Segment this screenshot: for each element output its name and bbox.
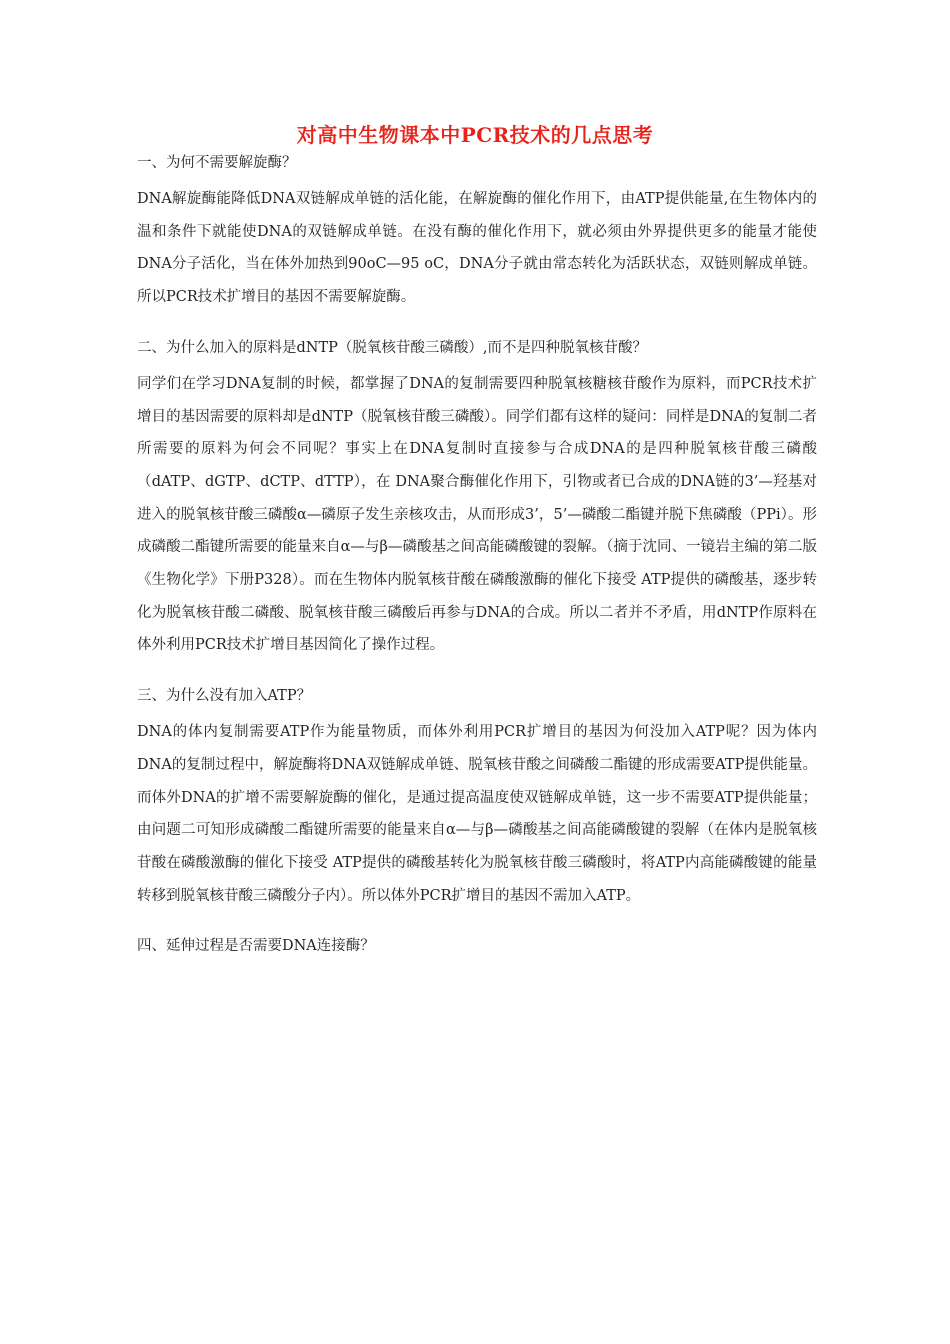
section-2 [137, 336, 817, 662]
section-paragraph: DNA解旋酶能降低DNA双链解成单链的活化能，在解旋酶的催化作用下，由ATP提供能量,在生物体内的温和条件下就能使DNA的双链解成单链。在没有酶的催化作用下，就必须由外界提供更多的能量才能使DNA分子活化，当在体外加热到90oC—95 oC，DNA分子就由常态转化为活跃状态，双链则解成单链。所以PCR技术扩增目的基因不需要解旋酶。 [137, 191, 817, 306]
section-heading: 二、为什么加入的原料是dNTP（脱氧核苷酸三磷酸）,而不是四种脱氧核苷酸？ [137, 339, 648, 356]
section-3 [137, 684, 817, 912]
section-4 [137, 934, 817, 958]
section-paragraph: DNA的体内复制需要ATP作为能量物质，而体外利用PCR扩增目的基因为何没加入ATP呢？因为体内DNA的复制过程中，解旋酶将DNA双链解成单链、脱氧核苷酸之间磷酸二酯键的形成需要ATP提供能量。而体外DNA的扩增不需要解旋酶的催化，是通过提高温度使双链解成单链，这一步不需要ATP提供能量；由问题二可知形成磷酸二酯键所需要的能量来自α—与β—磷酸基之间高能磷酸键的裂解（在体内是脱氧核苷酸在磷酸激酶的催化下接受 ATP提供的磷酸基转化为脱氧核苷酸三磷酸时，将ATP内高能磷酸键的能量转移到脱氧核苷酸三磷酸分子内）。所以体外PCR扩增目的基因不需加入ATP。 [137, 724, 817, 904]
section-1 [137, 151, 817, 314]
section-paragraph: 同学们在学习DNA复制的时候，都掌握了DNA的复制需要四种脱氧核糖核苷酸作为原料，而PCR技术扩增目的基因需要的原料却是dNTP（脱氧核苷酸三磷酸）。同学们都有这样的疑问：同样是DNA的复制二者所需要的原料为何会不同呢？事实上在DNA复制时直接参与合成DNA的是四种脱氧核苷酸三磷酸（dATP、dGTP、dCTP、dTTP），在 DNA聚合酶催化作用下，引物或者已合成的DNA链的3’—羟基对进入的脱氧核苷酸三磷酸α—磷原子发生亲核攻击，从而形成3’，5’—磷酸二酯键并脱下焦磷酸（PPi）。形成磷酸二酯键所需要的能量来自α—与β—磷酸基之间高能磷酸键的裂解。（摘于沈同、一镜岩主编的第二版《生物化学》下册P328）。而在生物体内脱氧核苷酸在磷酸激酶的催化下接受 ATP提供的磷酸基，逐步转化为脱氧核苷酸二磷酸、脱氧核苷酸三磷酸后再参与DNA的合成。所以二者并不矛盾，用dNTP作原料在体外利用PCR技术扩增目基因简化了操作过程。 [137, 375, 817, 654]
section-heading: 三、为什么没有加入ATP？ [137, 688, 312, 705]
document-title: 对高中生物课本中PCR技术的几点思考 [296, 123, 654, 147]
section-heading: 四、延伸过程是否需要DNA连接酶？ [137, 938, 375, 955]
section-heading: 一、为何不需要解旋酶？ [137, 155, 297, 171]
document-body [137, 151, 817, 980]
